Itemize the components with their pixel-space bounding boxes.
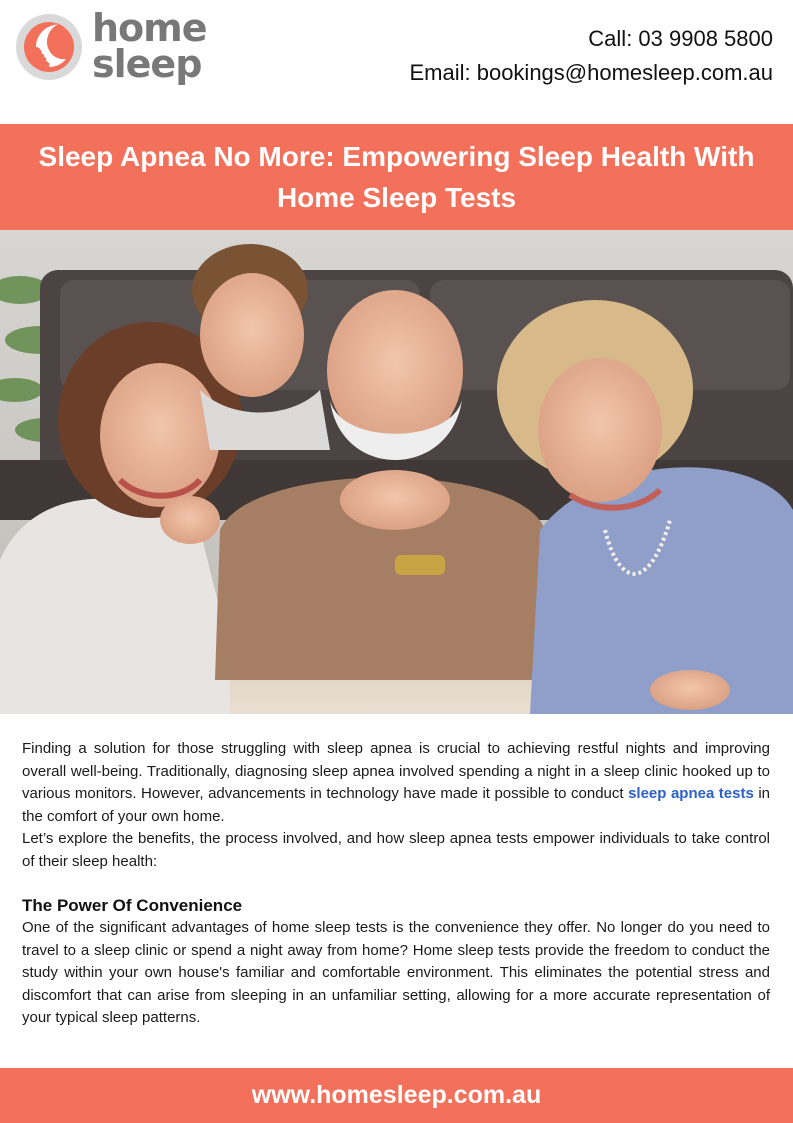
phone-link[interactable]: Call: 03 9908 5800	[588, 26, 773, 51]
section-heading: The Power Of Convenience	[22, 896, 243, 915]
title-banner	[0, 124, 793, 230]
brand-wordmark	[92, 6, 207, 86]
intro-text-start: Finding a solution for those struggling with sleep apnea is crucial to achieving restful nights and improving overall well-being. Traditionally, diagnosing sleep apnea involved spending a night in a sleep clinic hooked up to various monitors. However, advancements in technology have made it possible to conduct	[22, 740, 770, 802]
brand-line-1: home	[92, 6, 207, 50]
brand-line-2: sleep	[92, 42, 202, 86]
hero-photo	[0, 230, 793, 714]
article-body	[22, 738, 770, 1030]
moon-face-icon	[16, 14, 82, 80]
sleep-apnea-tests-link[interactable]: sleep apnea tests	[628, 785, 754, 802]
website-link[interactable]: www.homesleep.com.au	[251, 1081, 542, 1109]
section-paragraph: One of the significant advantages of home sleep tests is the convenience they offer. No longer do you need to travel to a sleep clinic or spend a night away from home? Home sleep tests provide the freedom to conduct the study within your own house's familiar and comfortable environment. This eliminates the potential stress and discomfort that can arise from sleeping in an unfamiliar setting, allowing for a more accurate representation of your typical sleep patterns.	[22, 919, 770, 1026]
contact-block	[409, 22, 773, 90]
intro-paragraph	[22, 738, 770, 828]
page-header	[0, 0, 793, 124]
brand-logo[interactable]	[16, 6, 207, 94]
intro-text-end: in the comfort of your own home.	[22, 785, 771, 825]
intro-second-paragraph: Let’s explore the benefits, the process involved, and how sleep apnea tests empower individuals to take control of their sleep health:	[22, 830, 770, 870]
page-title: Sleep Apnea No More: Empowering Sleep Health With Home Sleep Tests	[38, 141, 755, 213]
footer-banner	[0, 1068, 793, 1123]
email-link[interactable]: Email: bookings@homesleep.com.au	[409, 60, 773, 85]
